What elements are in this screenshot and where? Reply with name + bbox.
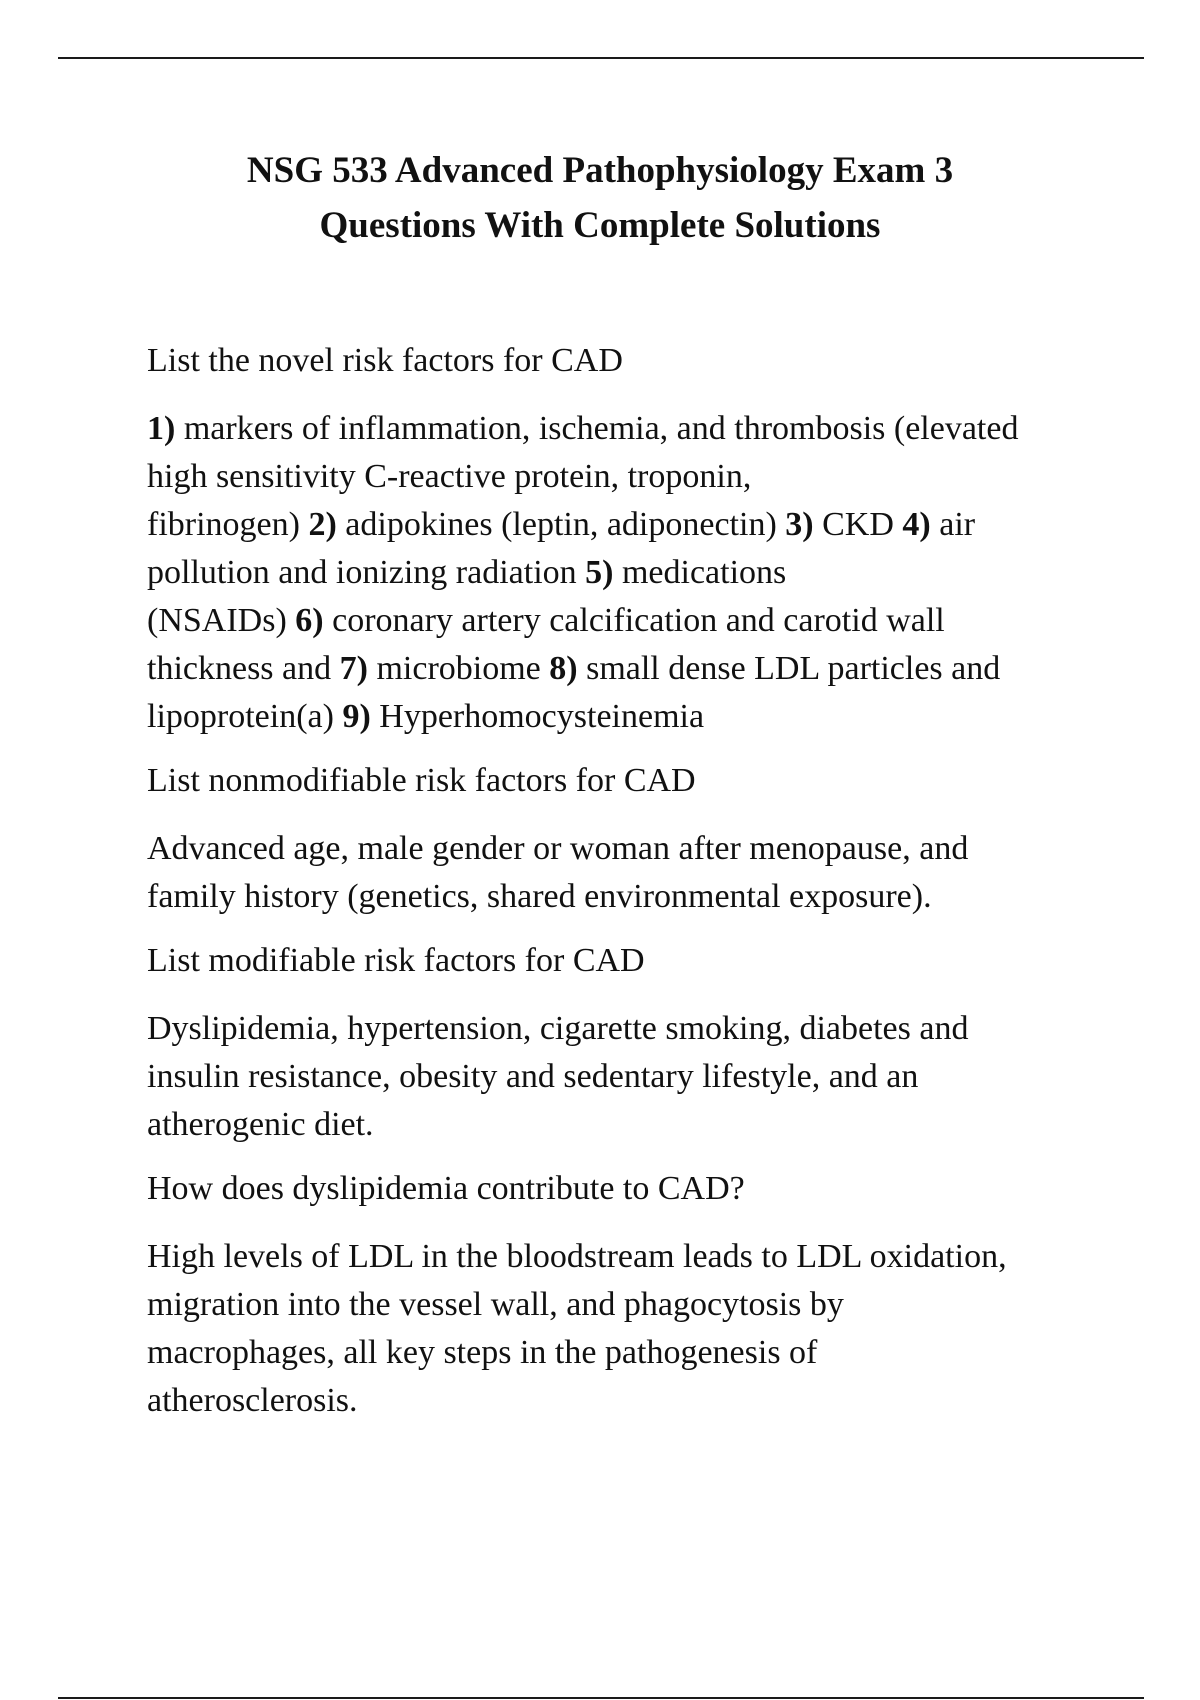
answer-line (147, 1329, 1097, 1377)
answer-text (147, 405, 1097, 741)
answer-segment: atherosclerosis. (147, 1382, 358, 1419)
answer-line (147, 1053, 1097, 1101)
answer-segment: small dense LDL particles and (577, 650, 1001, 687)
answer-segment: Dyslipidemia, hypertension, cigarette smoking, diabetes and (147, 1010, 969, 1047)
answer-segment: pollution and ionizing radiation (147, 554, 586, 591)
answer-line (147, 693, 1097, 741)
answer-text (147, 1005, 1097, 1149)
answer-segment: (NSAIDs) (147, 602, 296, 639)
answer-segment: High levels of LDL in the bloodstream leads to LDL oxidation, (147, 1238, 1007, 1275)
answer-segment: thickness and (147, 650, 340, 687)
answer-text (147, 1233, 1097, 1425)
answer-segment: Advanced age, male gender or woman after menopause, and (147, 830, 969, 867)
answer-segment: lipoprotein(a) (147, 698, 343, 735)
answer-line (147, 405, 1097, 453)
list-number: 7) (339, 650, 368, 687)
answer-segment: adipokines (leptin, adiponectin) (336, 506, 786, 543)
answer-line (147, 1281, 1097, 1329)
top-rule (58, 57, 1144, 59)
answer-segment: atherogenic diet. (147, 1106, 374, 1143)
list-number: 2) (308, 506, 337, 543)
answer-line (147, 645, 1097, 693)
question-text: How does dyslipidemia contribute to CAD? (147, 1170, 745, 1207)
answer-segment: coronary artery calcification and carotid wall (323, 602, 945, 639)
title-line-1: NSG 533 Advanced Pathophysiology Exam 3 (246, 150, 954, 191)
answer-line (147, 873, 1097, 921)
question-text: List modifiable risk factors for CAD (147, 942, 645, 979)
list-number: 5) (585, 554, 614, 591)
list-number: 9) (342, 698, 371, 735)
question-text: List the novel risk factors for CAD (147, 342, 623, 379)
title-line-2: Questions With Complete Solutions (319, 205, 881, 246)
answer-segment: migration into the vessel wall, and phagocytosis by (147, 1286, 844, 1323)
list-number: 4) (902, 506, 931, 543)
answer-text (147, 825, 1097, 921)
answer-line (147, 825, 1097, 873)
answer-segment: macrophages, all key steps in the pathogenesis of (147, 1334, 818, 1371)
answer-segment: fibrinogen) (147, 506, 309, 543)
answer-segment: high sensitivity C-reactive protein, troponin, (147, 458, 752, 495)
answer-segment: microbiome (367, 650, 550, 687)
answer-line (147, 549, 1097, 597)
answer-line (147, 453, 1097, 501)
list-number: 3) (785, 506, 814, 543)
answer-line (147, 1233, 1097, 1281)
answer-segment: markers of inflammation, ischemia, and thrombosis (elevated (175, 410, 1019, 447)
list-number: 8) (549, 650, 578, 687)
answer-segment: insulin resistance, obesity and sedentary lifestyle, and an (147, 1058, 919, 1095)
answer-segment: air (930, 506, 976, 543)
answer-line (147, 501, 1097, 549)
answer-line (147, 1101, 1097, 1149)
answer-segment: family history (genetics, shared environmental exposure). (147, 878, 932, 915)
list-number: 6) (295, 602, 324, 639)
question-text: List nonmodifiable risk factors for CAD (147, 762, 696, 799)
answer-segment: CKD (813, 506, 903, 543)
qa-list (147, 337, 1097, 1441)
answer-line (147, 597, 1097, 645)
answer-line (147, 1005, 1097, 1053)
list-number: 1) (147, 410, 176, 447)
document-title (120, 143, 1080, 253)
answer-line (147, 1377, 1097, 1425)
bottom-rule (58, 1697, 1144, 1699)
answer-segment: Hyperhomocysteinemia (370, 698, 705, 735)
answer-segment: medications (613, 554, 787, 591)
